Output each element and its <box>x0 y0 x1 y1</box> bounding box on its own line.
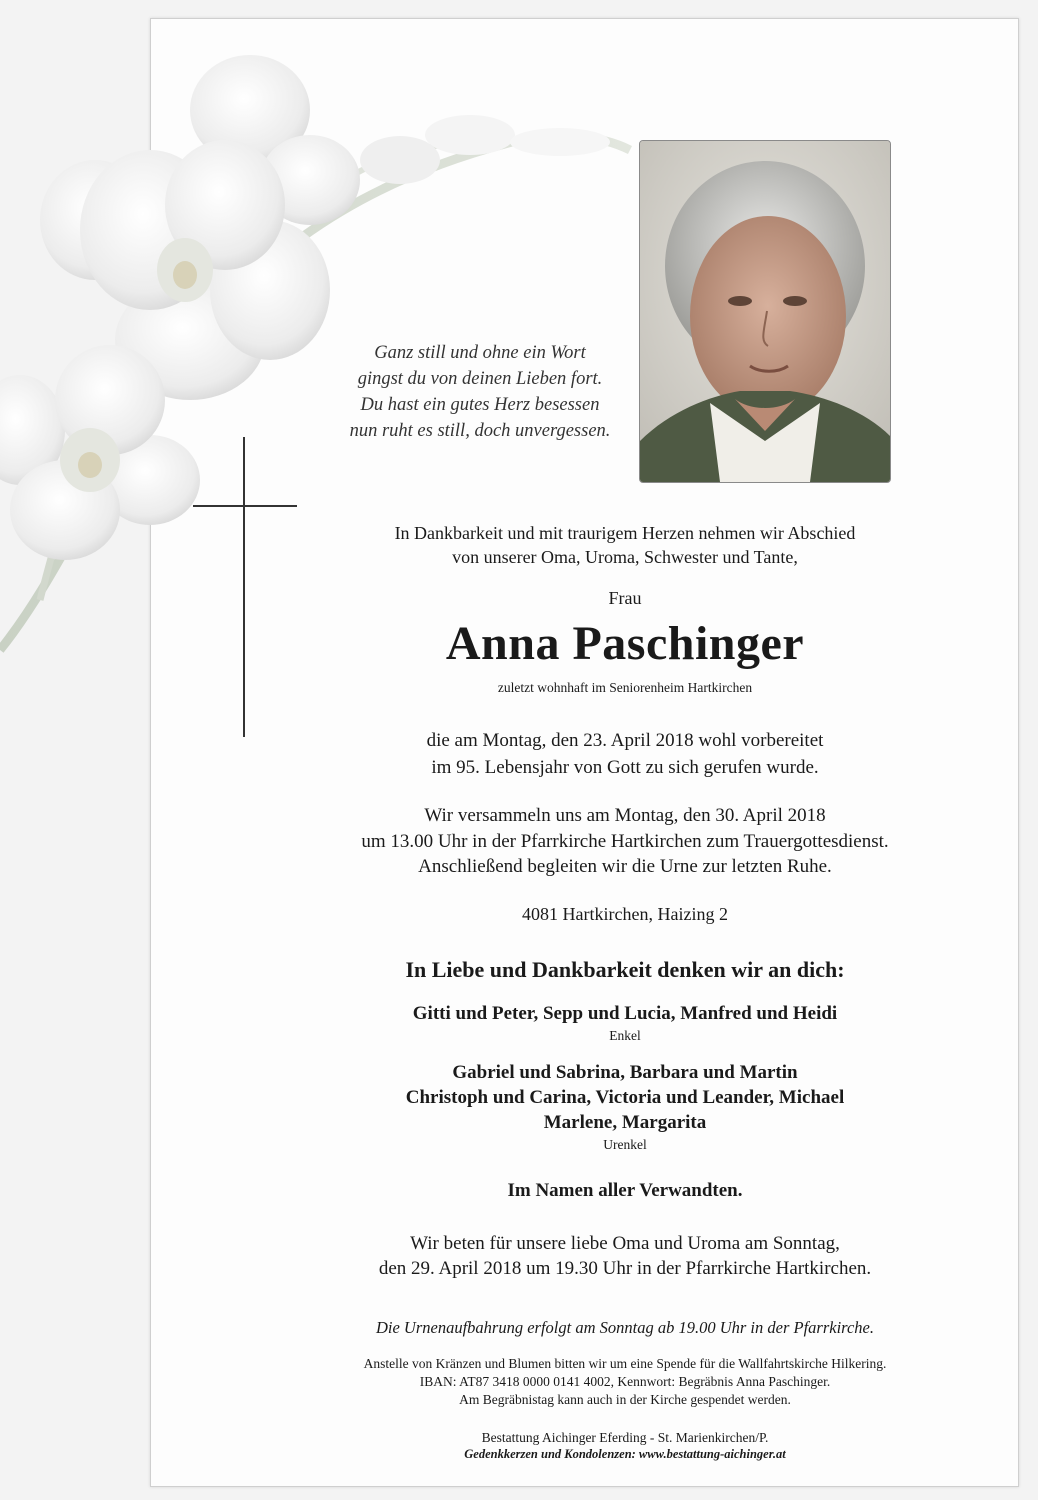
donation-line: Anstelle von Kränzen und Blumen bitten wir um eine Spende für die Wallfahrtskirche Hilkering. <box>363 1356 887 1371</box>
service-line: um 13.00 Uhr in der Pfarrkirche Hartkirchen zum Trauergottesdienst. <box>361 831 889 852</box>
poem-line: Du hast ein gutes Herz besessen <box>360 395 600 415</box>
undertaker-website: Gedenkkerzen und Kondolenzen: www.bestattung-aichinger.at <box>464 1447 786 1461</box>
donation-line: IBAN: AT87 3418 0000 0141 4002, Kennwort: Begräbnis Anna Paschinger. <box>419 1374 831 1389</box>
great-grandchildren-names: Christoph und Carina, Victoria und Leander, Michael <box>405 1087 845 1108</box>
service-line: Wir versammeln uns am Montag, den 30. April 2018 <box>424 805 826 826</box>
prayer-line: den 29. April 2018 um 19.30 Uhr in der Pfarrkirche Hartkirchen. <box>378 1258 872 1279</box>
poem-line: gingst du von deinen Lieben fort. <box>357 369 603 389</box>
prayer-line: Wir beten für unsere liebe Oma und Uroma am Sonntag, <box>410 1233 840 1254</box>
undertaker: Bestattung Aichinger Eferding - St. Marienkirchen/P. <box>481 1430 769 1445</box>
mourners-heading: In Liebe und Dankbarkeit denken wir an dich: <box>405 957 845 982</box>
salutation: Frau <box>608 588 642 608</box>
residence: zuletzt wohnhaft im Seniorenheim Hartkirchen <box>497 680 753 695</box>
donation-line: Am Begräbnistag kann auch in der Kirche gespendet werden. <box>459 1392 791 1407</box>
death-line: die am Montag, den 23. April 2018 wohl vorbereitet <box>426 730 824 751</box>
poem-line: Ganz still und ohne ein Wort <box>374 343 586 363</box>
great-grandchildren-label: Urenkel <box>603 1137 647 1152</box>
relatives-line: Im Namen aller Verwandten. <box>507 1180 743 1201</box>
intro-line: In Dankbarkeit und mit traurigem Herzen nehmen wir Abschied <box>394 523 856 543</box>
great-grandchildren-names: Gabriel und Sabrina, Barbara und Martin <box>452 1062 798 1083</box>
deceased-name: Anna Paschinger <box>445 617 805 670</box>
grandchildren-label: Enkel <box>609 1028 641 1043</box>
service-line: Anschließend begleiten wir die Urne zur letzten Ruhe. <box>418 856 832 877</box>
portrait-photo <box>639 140 891 483</box>
grandchildren-names: Gitti und Peter, Sepp und Lucia, Manfred und Heidi <box>412 1003 838 1024</box>
cross-symbol <box>243 437 245 737</box>
death-line: im 95. Lebensjahr von Gott zu sich gerufen wurde. <box>431 757 819 778</box>
intro-line: von unserer Oma, Uroma, Schwester und Tante, <box>452 547 798 567</box>
urn-notice: Die Urnenaufbahrung erfolgt am Sonntag ab 19.00 Uhr in der Pfarrkirche. <box>375 1318 875 1337</box>
poem <box>330 340 630 444</box>
poem-line: nun ruht es still, doch unvergessen. <box>349 421 611 441</box>
great-grandchildren-names: Marlene, Margarita <box>543 1112 707 1133</box>
address: 4081 Hartkirchen, Haizing 2 <box>522 904 728 924</box>
cross-symbol-bar <box>193 505 297 507</box>
